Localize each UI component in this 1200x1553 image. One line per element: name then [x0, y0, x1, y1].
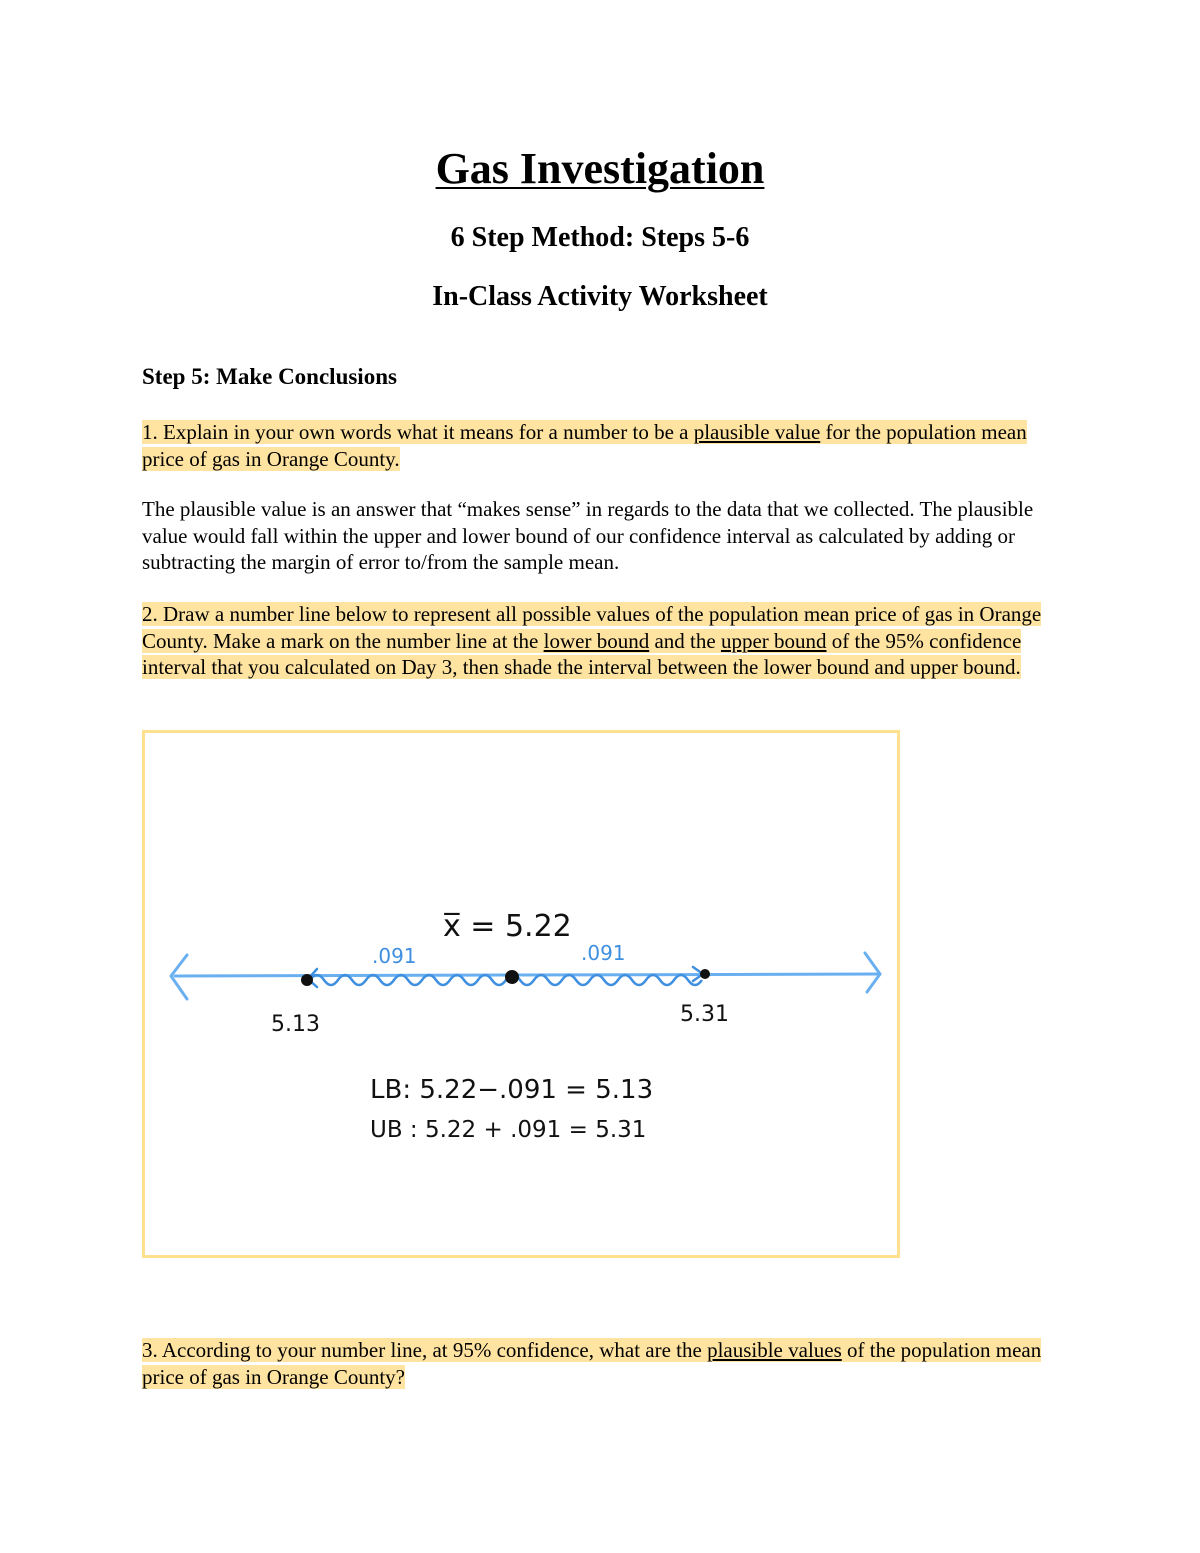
- lower-bound-dot: [301, 974, 313, 986]
- answer-1: The plausible value is an answer that “makes sense” in regards to the data that we collected. The plausible value would fall within the upper and lower bound of our confidence interval as calculated by adding or subtracting the margin of error to/from the sample mean.: [142, 497, 1034, 574]
- plausible-value-term: plausible value: [693, 420, 821, 444]
- lb-equation: LB: 5.22−.091 = 5.13: [370, 1075, 654, 1105]
- page-subtitle: 6 Step Method: Steps 5-6: [450, 222, 750, 253]
- number-line-drawing: [142, 730, 900, 1258]
- ub-equation: UB : 5.22 + .091 = 5.31: [370, 1117, 647, 1143]
- question-1: 1. Explain in your own words what it means for a number to be a plausible value for the population mean price of gas in Orange County.: [142, 420, 1027, 471]
- mean-dot: [505, 970, 519, 984]
- upper-bound-label: 5.31: [680, 1002, 729, 1027]
- lower-bound-term: lower bound: [543, 628, 650, 653]
- page-title: Gas Investigation: [435, 144, 765, 193]
- plausible-values-term: plausible values: [707, 1338, 842, 1362]
- upper-bound-term: upper bound: [720, 628, 827, 653]
- question-2: 2. Draw a number line below to represent all possible values of the population mean price of gas in Orange County. Make a mark on the number line at the lower bound and the upper bound of the 95% confidence interval that you calculated on Day 3, then shade the interval between the lower bound and upper bound.: [142, 602, 1042, 679]
- question-3: 3. According to your number line, at 95% confidence, what are the plausible values of the population mean price of gas in Orange County?: [142, 1338, 1042, 1389]
- right-margin-label: .091: [581, 941, 626, 965]
- worksheet-label: In-Class Activity Worksheet: [432, 281, 768, 312]
- step5-heading: Step 5: Make Conclusions: [142, 364, 397, 389]
- mean-label: x̅ = 5.22: [443, 909, 572, 944]
- upper-bound-dot: [700, 969, 710, 979]
- left-margin-label: .091: [372, 944, 417, 968]
- lower-bound-label: 5.13: [271, 1012, 320, 1037]
- right-arrow-icon: [865, 953, 880, 992]
- number-line-svg: [145, 733, 897, 1255]
- number-line: [175, 974, 880, 976]
